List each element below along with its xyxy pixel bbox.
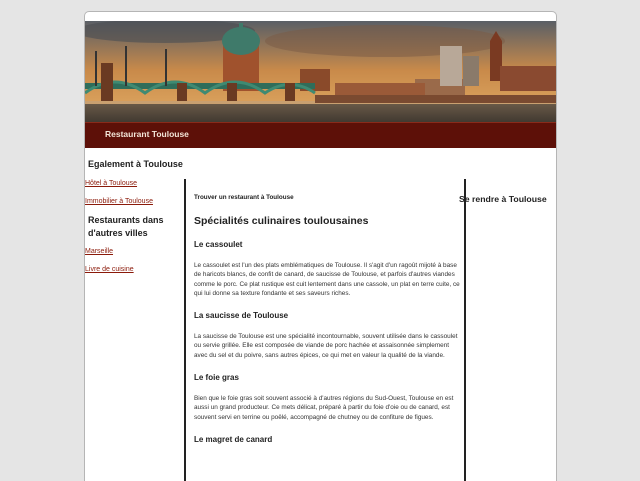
section-heading-foie-gras: Le foie gras [194,373,239,383]
main-content [184,179,466,481]
section-heading-saucisse: La saucisse de Toulouse [194,311,289,321]
breadcrumb: Trouver un restaurant à Toulouse [194,194,294,201]
link-hotel-toulouse[interactable]: Hôtel à Toulouse [85,180,138,187]
link-immobilier-toulouse[interactable]: Immobilier à Toulouse [85,198,153,205]
right-sidebar [459,194,556,204]
section-text-saucisse: La saucisse de Toulouse est une spécialité incontournable, souvent utilisée dans le cassoulet ou servie grillée. Elle est composée de viande de porc hachée et assaisonnée simplement avec du sel et du poivre, sans autres épices, ce qui met en valeur la qualité de la viande. [194,333,458,359]
page-container [84,11,557,481]
section-text-cassoulet: Le cassoulet est l'un des plats emblématiques de Toulouse. Il s'agit d'un ragoût mijoté à base de haricots blancs, de confit de canard, de saucisse de Toulouse, et parfois d'autres viandes comme le porc. Ce plat rustique est cuit lentement dans une cassole, un plat en terre cuite, ce qui lui donne sa texture fondante et ses saveurs riches. [194,262,460,297]
site-title-link[interactable]: Restaurant Toulouse [105,129,189,139]
left-sidebar [85,158,184,481]
site-title-bar [85,122,556,148]
banner-image [85,21,556,131]
section-text-foie-gras: Bien que le foie gras soit souvent associé à d'autres régions du Sud-Ouest, Toulouse en est aussi un grand producteur. Ce mets délicat, préparé à partir du foie d'oie ou de canard, est souvent servi en terrine ou poêlé, accompagné de chutney ou de confiture de figues. [194,395,454,421]
right-heading: Se rendre à Toulouse [459,194,547,204]
section-heading-cassoulet: Le cassoulet [194,240,243,249]
page-title: Spécialités culinaires toulousaines [194,215,369,227]
section-heading-magret: Le magret de canard [194,434,273,444]
sidebar-heading-other-cities: Restaurants dans d'autres villes [88,215,164,238]
sidebar-heading-toulouse: Egalement à Toulouse [88,159,183,169]
link-marseille[interactable]: Marseille [85,248,114,255]
link-livre-cuisine[interactable]: Livre de cuisine [85,266,134,273]
